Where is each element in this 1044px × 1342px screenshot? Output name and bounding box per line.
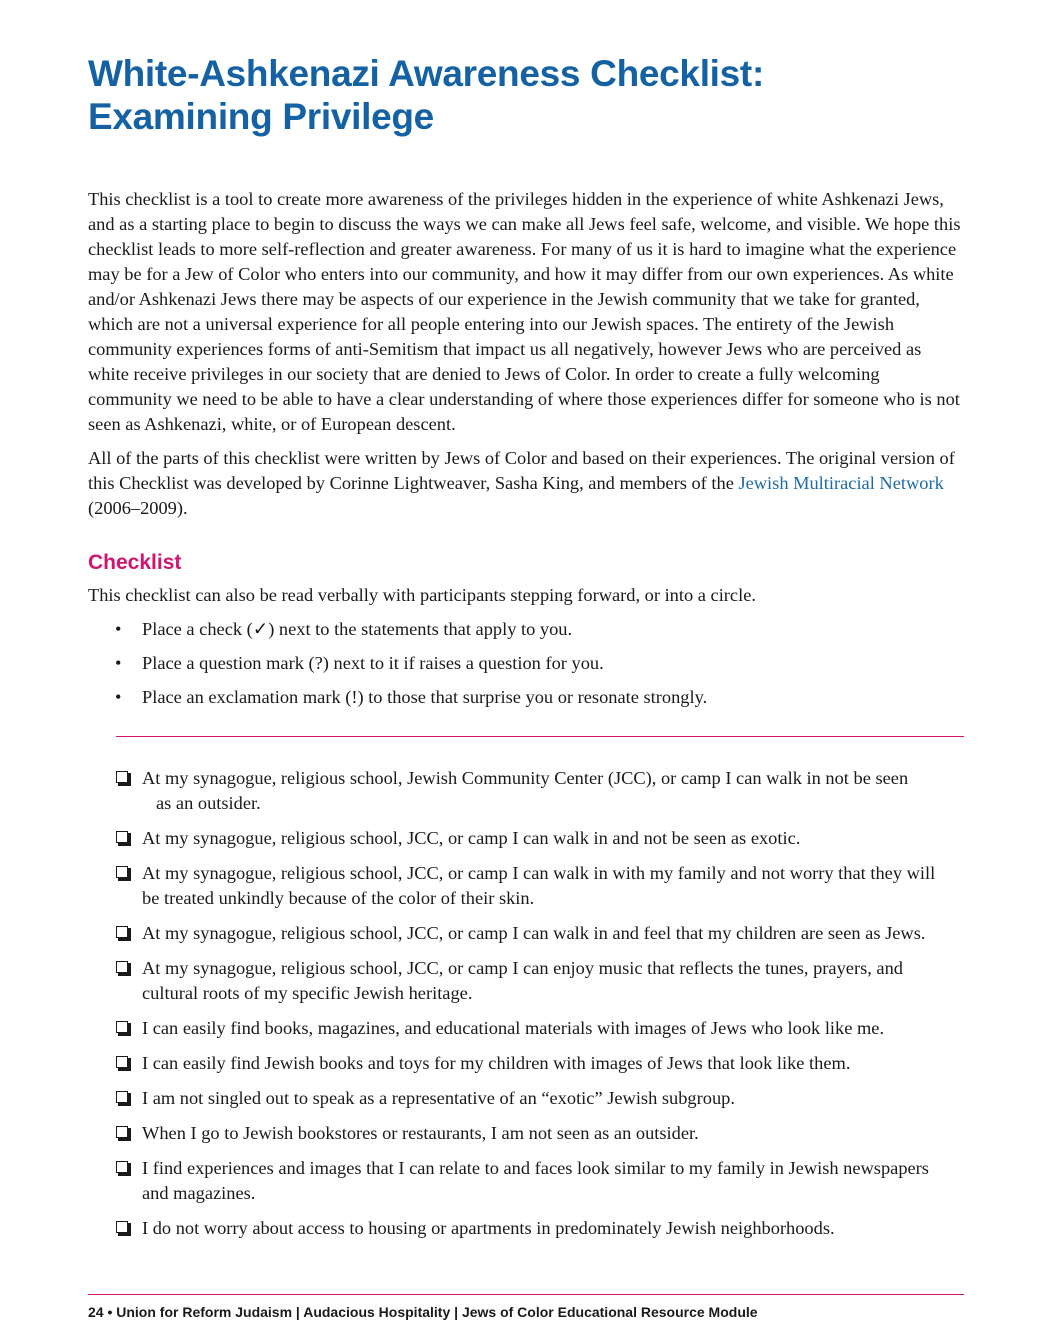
- checklist-item-text: I am not singled out to speak as a representative of an “exotic” Jewish subgroup.: [142, 1088, 735, 1108]
- page-title: [88, 52, 968, 138]
- instruction-text: Place a question mark (?) next to it if raises a question for you.: [142, 653, 604, 673]
- checklist-item-text: I can easily find books, magazines, and educational materials with images of Jews who look like me.: [142, 1018, 885, 1038]
- page-title-line-2: Examining Privilege: [88, 96, 434, 137]
- checklist-item: [116, 766, 966, 816]
- checklist-item-text-cont: as an outsider.: [156, 793, 261, 813]
- attribution-text-before: All of the parts of this checklist were written by Jews of Color and based on their experiences. The original version of this Checklist was developed by Corinne Lightweaver, Sasha King, and members of the: [88, 448, 955, 493]
- checklist-item-text-cont: cultural roots of my specific Jewish heritage.: [142, 983, 473, 1003]
- checkbox-icon[interactable]: [116, 1221, 128, 1233]
- checklist-item: [116, 1156, 966, 1206]
- checklist-item-text: I can easily find Jewish books and toys for my children with images of Jews that look like them.: [142, 1053, 851, 1073]
- checklist-item-text-cont: and magazines.: [142, 1183, 256, 1203]
- checkbox-icon[interactable]: [116, 1021, 128, 1033]
- page-title-line-1: White-Ashkenazi Awareness Checklist:: [88, 53, 764, 94]
- checklist-item: [116, 1051, 966, 1076]
- instruction-item: [112, 651, 962, 685]
- checklist-heading: Checklist: [88, 551, 182, 574]
- footer-divider: [88, 1294, 964, 1295]
- checkbox-icon[interactable]: [116, 926, 128, 938]
- instruction-text: Place a check (✓) next to the statements that apply to you.: [142, 619, 573, 639]
- checklist-item-text: I find experiences and images that I can relate to and faces look similar to my family in Jewish newspapers: [142, 1158, 929, 1178]
- checklist-item-text: At my synagogue, religious school, Jewish Community Center (JCC), or camp I can walk in not be seen: [142, 768, 909, 788]
- instruction-text: Place an exclamation mark (!) to those that surprise you or resonate strongly.: [142, 687, 708, 707]
- checklist-item-text: At my synagogue, religious school, JCC, or camp I can walk in and feel that my children are seen as Jews.: [142, 923, 926, 943]
- checklist-item: [116, 1121, 966, 1146]
- checklist-item: [116, 921, 966, 946]
- jewish-multiracial-network-link[interactable]: Jewish Multiracial Network: [738, 473, 944, 493]
- bullet-icon: •: [115, 653, 122, 673]
- instruction-item: [112, 685, 962, 719]
- instruction-list: [112, 617, 962, 719]
- section-divider: [116, 736, 964, 737]
- checklist-subtitle: This checklist can also be read verbally with participants stepping forward, or into a circle.: [88, 585, 756, 605]
- checklist-item: [116, 956, 966, 1006]
- checklist-item-text: I do not worry about access to housing or apartments in predominately Jewish neighborhoods.: [142, 1218, 835, 1238]
- attribution-text-after: (2006–2009).: [88, 498, 188, 518]
- checklist-item-text-cont: be treated unkindly because of the color of their skin.: [142, 888, 535, 908]
- checkbox-icon[interactable]: [116, 1056, 128, 1068]
- checklist: [116, 766, 966, 1251]
- attribution-paragraph: [88, 446, 963, 521]
- checkbox-icon[interactable]: [116, 831, 128, 843]
- bullet-icon: •: [115, 687, 122, 707]
- page-footer: 24 • Union for Reform Judaism | Audacious Hospitality | Jews of Color Educational Resource Module: [88, 1304, 758, 1320]
- checkbox-icon[interactable]: [116, 1161, 128, 1173]
- checklist-item: [116, 1086, 966, 1111]
- checkbox-icon[interactable]: [116, 771, 128, 783]
- instruction-item: [112, 617, 962, 651]
- checklist-item: [116, 826, 966, 851]
- checkbox-icon[interactable]: [116, 961, 128, 973]
- intro-paragraph: This checklist is a tool to create more awareness of the privileges hidden in the experience of white Ashkenazi Jews, and as a starting place to begin to discuss the ways we can make all Jews feel safe, welcome, and visible. We hope this checklist leads to more self-reflection and greater awareness. For many of us it is hard to imagine what the experience may be for a Jew of Color who enters into our community, and how it may differ from our own experiences. As white and/or Ashkenazi Jews there may be aspects of our experience in the Jewish community that we take for granted, which are not a universal experience for all people entering into our Jewish spaces. The entirety of the Jewish community experiences forms of anti-Semitism that impact us all negatively, however Jews who are perceived as white receive privileges in our society that are denied to Jews of Color. In order to create a fully welcoming community we need to be able to have a clear understanding of where those experiences differ for someone who is not seen as Ashkenazi, white, or of European descent.: [88, 189, 961, 434]
- checkbox-icon[interactable]: [116, 1091, 128, 1103]
- checklist-item: [116, 1216, 966, 1241]
- checklist-item-text: When I go to Jewish bookstores or restaurants, I am not seen as an outsider.: [142, 1123, 699, 1143]
- bullet-icon: •: [115, 619, 122, 639]
- checklist-item-text: At my synagogue, religious school, JCC, or camp I can enjoy music that reflects the tunes, prayers, and: [142, 958, 903, 978]
- checklist-item-text: At my synagogue, religious school, JCC, or camp I can walk in and not be seen as exotic.: [142, 828, 801, 848]
- checkbox-icon[interactable]: [116, 866, 128, 878]
- checkbox-icon[interactable]: [116, 1126, 128, 1138]
- checklist-item: [116, 861, 966, 911]
- checklist-item-text: At my synagogue, religious school, JCC, or camp I can walk in with my family and not worry that they will: [142, 863, 936, 883]
- checklist-item: [116, 1016, 966, 1041]
